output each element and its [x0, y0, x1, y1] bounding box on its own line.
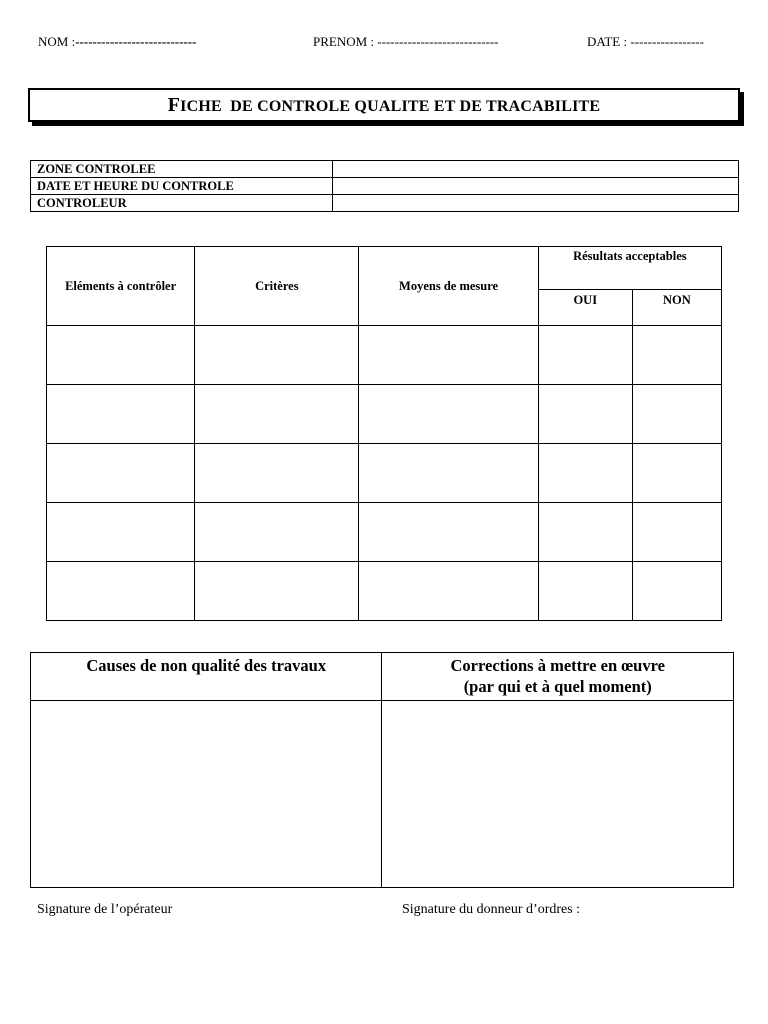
signature-donneur: Signature du donneur d’ordres :	[402, 902, 581, 917]
info-label-date: DATE ET HEURE DU CONTROLE	[31, 178, 333, 195]
cell[interactable]	[632, 444, 721, 503]
causes-table	[30, 652, 734, 888]
table-row	[47, 503, 722, 562]
info-row-controleur	[31, 195, 739, 212]
cell[interactable]	[359, 562, 538, 621]
info-label-controleur: CONTROLEUR	[31, 195, 333, 212]
cell[interactable]	[359, 503, 538, 562]
header-corrections	[382, 653, 734, 701]
table-row	[47, 562, 722, 621]
cell[interactable]	[538, 503, 632, 562]
info-value-zone[interactable]	[333, 161, 739, 178]
header-elements: Eléments à contrôler	[47, 247, 195, 326]
cell[interactable]	[195, 385, 359, 444]
info-row-date	[31, 178, 739, 195]
cell[interactable]	[632, 562, 721, 621]
causes-header-row	[31, 653, 734, 701]
cell[interactable]	[538, 444, 632, 503]
cell[interactable]	[47, 385, 195, 444]
causes-area[interactable]	[31, 701, 382, 888]
info-value-date[interactable]	[333, 178, 739, 195]
cell[interactable]	[632, 503, 721, 562]
title-box	[28, 88, 740, 122]
prenom-label: PRENOM :	[313, 34, 375, 49]
header-moyens: Moyens de mesure	[359, 247, 538, 326]
info-row-zone	[31, 161, 739, 178]
cell[interactable]	[632, 326, 721, 385]
title-initial: F	[167, 93, 181, 116]
date-field	[587, 34, 704, 50]
cell[interactable]	[47, 444, 195, 503]
header-causes-text: Causes de non qualité des travaux	[86, 656, 327, 675]
info-value-controleur[interactable]	[333, 195, 739, 212]
info-table	[30, 160, 739, 212]
cell[interactable]	[359, 326, 538, 385]
title-rest: ICHE DE CONTROLE QUALITE ET DE TRACABILITE	[180, 97, 601, 115]
cell[interactable]	[195, 326, 359, 385]
nom-dashes: ----------------------------	[75, 34, 197, 49]
cell[interactable]	[47, 503, 195, 562]
cell[interactable]	[47, 326, 195, 385]
cell[interactable]	[195, 562, 359, 621]
cell[interactable]	[47, 562, 195, 621]
cell[interactable]	[195, 444, 359, 503]
table-row	[47, 444, 722, 503]
nom-label: NOM :	[38, 34, 76, 49]
causes-body-row	[31, 701, 734, 888]
table-row	[47, 385, 722, 444]
cell[interactable]	[538, 385, 632, 444]
signature-operateur: Signature de l’opérateur	[37, 902, 173, 917]
header-corrections-line2: (par qui et à quel moment)	[463, 677, 652, 696]
nom-field	[38, 34, 196, 50]
cell[interactable]	[359, 385, 538, 444]
cell[interactable]	[195, 503, 359, 562]
cell[interactable]	[632, 385, 721, 444]
control-table	[46, 246, 722, 621]
prenom-field	[313, 34, 499, 50]
cell[interactable]	[538, 326, 632, 385]
header-non: NON	[632, 290, 721, 326]
cell[interactable]	[538, 562, 632, 621]
date-label: DATE :	[587, 34, 628, 49]
header-oui: OUI	[538, 290, 632, 326]
header-criteres: Critères	[195, 247, 359, 326]
info-label-zone: ZONE CONTROLEE	[31, 161, 333, 178]
cell[interactable]	[359, 444, 538, 503]
control-header-row	[47, 247, 722, 290]
header-resultats: Résultats acceptables	[538, 247, 721, 290]
table-row	[47, 326, 722, 385]
date-dashes: -----------------	[630, 34, 704, 49]
header-causes	[31, 653, 382, 701]
header-corrections-line1: Corrections à mettre en œuvre	[450, 656, 665, 675]
prenom-dashes: ----------------------------	[377, 34, 499, 49]
page-title	[168, 94, 601, 117]
corrections-area[interactable]	[382, 701, 734, 888]
